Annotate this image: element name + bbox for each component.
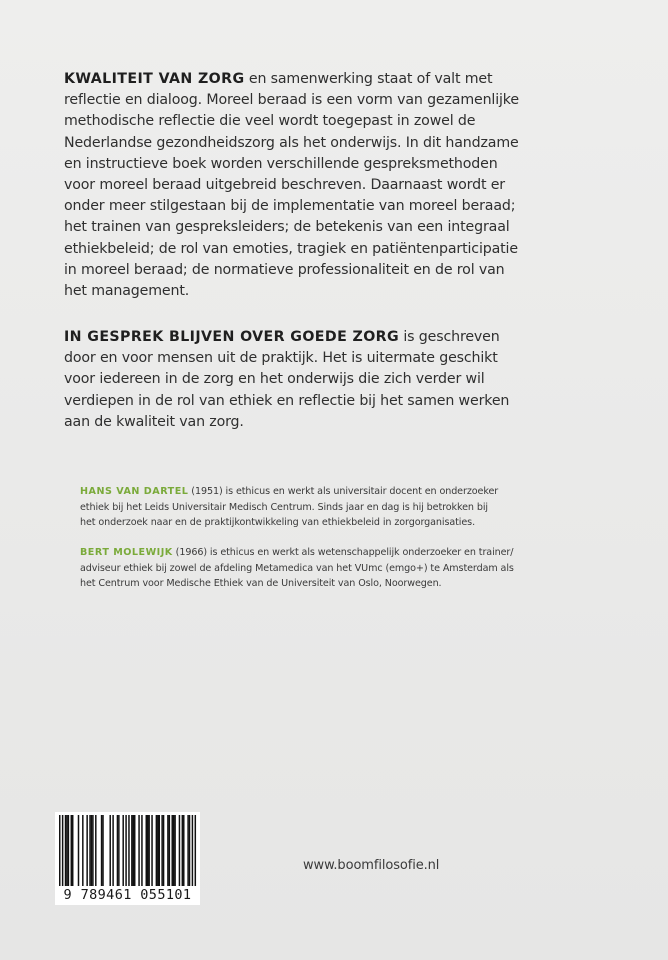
barcode-bar [148, 815, 149, 886]
blurb-text-1: voor moreel beraad uitgebreid beschreven. Daarnaast wordt er [64, 177, 505, 194]
blurb-paragraph-2 [64, 327, 624, 433]
blurb-text-1: methodische reflectie die veel wordt toegepast in zowel de [64, 113, 476, 130]
blurb-text-2: verdiepen in de rol van ethiek en reflectie bij het samen werken [64, 392, 510, 409]
barcode-bar [89, 815, 90, 886]
barcode-digits: 9 789461 055101 [63, 887, 192, 903]
author-bio-2 [80, 545, 600, 592]
barcode-bar [182, 815, 183, 886]
author-name-2: BERT MOLEWIJK [80, 547, 173, 558]
barcode-bar [65, 815, 66, 886]
blurb-lead-1: KWALITEIT VAN ZORG [64, 71, 245, 87]
barcode-bar [117, 815, 118, 886]
barcode-bar [62, 815, 63, 886]
blurb-text-1: onder meer stilgestaan bij de implementatie van moreel beraad; [64, 198, 516, 215]
barcode-bar [95, 815, 96, 886]
barcode-bar [112, 815, 113, 886]
barcode-bar [163, 815, 164, 886]
blurb-text-1: Nederlandse gezondheidszorg als het onderwijs. In dit handzame [64, 134, 519, 151]
barcode-bar [101, 815, 102, 886]
barcode-bar [118, 815, 119, 886]
barcode-bar [66, 815, 67, 886]
barcode-bar [192, 815, 193, 886]
barcode-bar [141, 815, 142, 886]
blurb-text-2: door en voor mensen uit de praktijk. Het is uitermate geschikt [64, 350, 498, 367]
barcode-bar [59, 815, 60, 886]
barcode-bar [183, 815, 184, 886]
barcode-bar [174, 815, 175, 886]
blurb-text-1: reflectie en dialoog. Moreel beraad is een vorm van gezamenlijke [64, 92, 519, 109]
author-bio-text-2: het Centrum voor Medische Ethiek van de Universiteit van Oslo, Noorwegen. [80, 578, 442, 590]
barcode-bar [189, 815, 190, 886]
barcode-bars [55, 812, 200, 888]
barcode-bar [146, 815, 147, 886]
blurb-text-1: en instructieve boek worden verschillende gespreksmethoden [64, 155, 498, 172]
barcode-bar [91, 815, 92, 886]
barcode-bar [187, 815, 188, 886]
barcode-bar [92, 815, 93, 886]
blurb-text-1: het trainen van gespreksleiders; de betekenis van een integraal [64, 219, 510, 236]
barcode-bar [102, 815, 103, 886]
barcode-bar [169, 815, 170, 886]
barcode-bar [128, 815, 129, 886]
blurb-text-1: en samenwerking staat of valt met [244, 71, 493, 87]
barcode-bar [151, 815, 152, 886]
blurb-text-1: in moreel beraad; de normatieve professionaliteit en de rol van [64, 261, 505, 278]
barcode-bar [161, 815, 162, 886]
author-bio-text-1: ethiek bij het Leids Universitair Medisch Centrum. Sinds jaar en dag is hij betrokken bij [80, 501, 488, 513]
barcode-bar [72, 815, 73, 886]
barcode-bar [147, 815, 148, 886]
barcode-bar [82, 815, 83, 886]
barcode-bar [156, 815, 157, 886]
blurb-text-2: aan de kwaliteit van zorg. [64, 413, 244, 430]
barcode-bar [78, 815, 79, 886]
barcode-bar [179, 815, 180, 886]
blurb-text-2: voor iedereen in de zorg en het onderwijs die zich verder wil [64, 371, 485, 388]
author-bio-text-1: (1951) is ethicus en werkt als universitair docent en onderzoeker [188, 486, 499, 497]
blurb-text-1: ethiekbeleid; de rol van emoties, tragiek en patiëntenparticipatie [64, 240, 518, 257]
author-bio-1 [80, 484, 600, 531]
barcode-bar [109, 815, 110, 886]
barcode-bar [68, 815, 69, 886]
barcode-bar [122, 815, 123, 886]
barcode-bar [173, 815, 174, 886]
barcode-bar [138, 815, 139, 886]
blurb-text-1: het management. [64, 283, 190, 300]
publisher-website: www.boomfilosofie.nl [303, 858, 440, 873]
barcode-bar [125, 815, 126, 886]
barcode-bar [133, 815, 134, 886]
barcode-bar [195, 815, 196, 886]
barcode-bar [86, 815, 87, 886]
barcode-bar [71, 815, 72, 886]
barcode-bar [131, 815, 132, 886]
author-bio-text-1: het onderzoek naar en de praktijkontwikkeling van ethiekbeleid in zorgorganisaties. [80, 517, 476, 529]
isbn-barcode [55, 812, 200, 905]
author-bio-text-2: (1966) is ethicus en werkt als wetenschappelijk onderzoeker en trainer/ [172, 547, 514, 558]
barcode-bar [167, 815, 168, 886]
barcode-bar [134, 815, 135, 886]
barcode-bar [171, 815, 172, 886]
blurb-text-2: is geschreven [399, 329, 500, 345]
barcode-bar [159, 815, 160, 886]
author-name-1: HANS VAN DARTEL [80, 486, 189, 497]
barcode-bar [157, 815, 158, 886]
blurb-paragraph-1 [64, 69, 624, 302]
blurb-lead-2: IN GESPREK BLIJVEN OVER GOEDE ZORG [64, 329, 400, 345]
author-bio-text-2: adviseur ethiek bij zowel de afdeling Metamedica van het VUmc (emgo+) te Amsterdam als [80, 562, 514, 574]
